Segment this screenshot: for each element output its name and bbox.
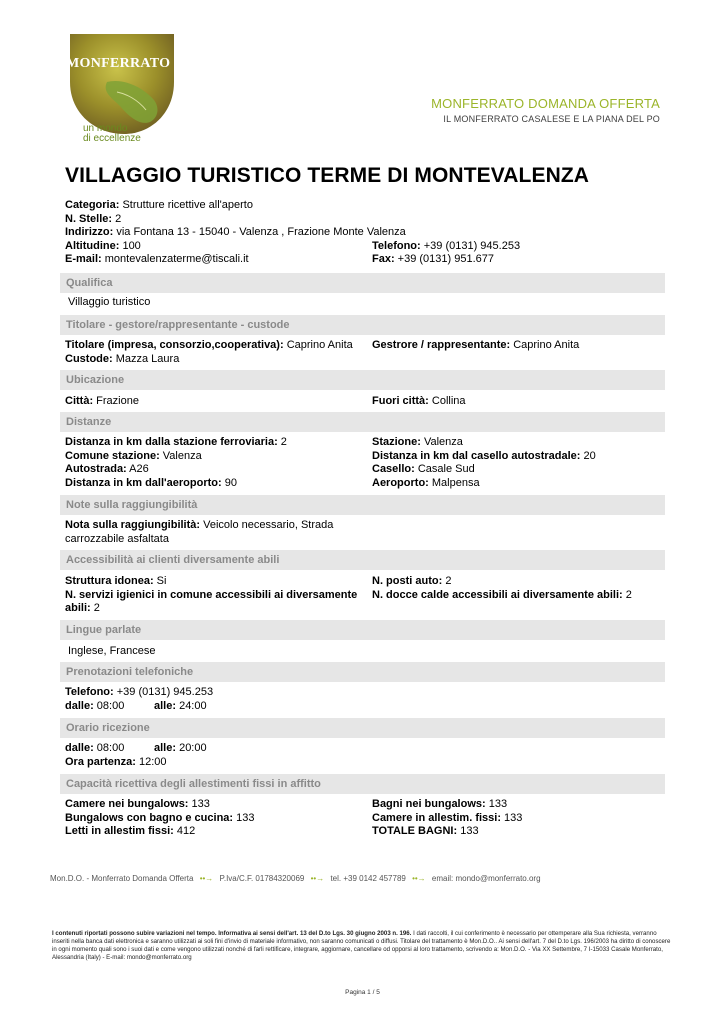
camere-allestim-label: Camere in allestim. fissi: [372, 811, 501, 824]
citta-value: Frazione [93, 395, 139, 407]
section-header-prenotazioni: Prenotazioni telefoniche [60, 662, 665, 682]
prenotazioni-alle-value: 24:00 [176, 699, 207, 712]
prenotazioni-alle-label: alle: [154, 699, 177, 712]
orario-alle-value: 20:00 [176, 742, 207, 754]
logo-tagline [83, 124, 173, 144]
posti-auto-label: N. posti auto: [372, 575, 443, 587]
disclaimer-text: I dati raccolti, il cui conferimento è necessario per ottemperare alla Sua richiesta, verranno inseriti nella banca dati elettronica e saranno utilizzati ai soli fini d'invio di materiale informativo, non saranno comunicati o diffusi. Titolare del trattamento è Mon.D.O.. Ai sensi dell'art. 7 del D.to Lgs. 196/2003 ha diritto di conoscere in ogni momento quali sono i suoi dati e come vengono utilizzati nonché di farli rettificare, integrare, aggiornare, cancellare od opporsi al loro trattamento, scrivendo a: Mon.D.O. - Via XX Settembre, 7 I-15033 Casale Monferrato, Alessandria (Italy) - E-mail: mondo@monferrato.org [52, 930, 671, 961]
prenotazioni-telefono-label: Telefono: [65, 686, 114, 698]
servizi-igienici-label: N. servizi igienici in comune accessibili ai diversamente [65, 588, 358, 601]
dist-aeroporto-label: Distanza in km dall'aeroporto: [65, 476, 222, 489]
page-number: Pagina 1 / 5 [345, 989, 380, 996]
section-orario [65, 742, 665, 769]
camere-bungalows-value: 133 [188, 798, 210, 810]
titolare-value: Caprino Anita [283, 339, 353, 351]
bungalows-bagno-value: 133 [233, 811, 255, 824]
dist-stazione-value: 2 [277, 436, 287, 448]
comune-stazione-value: Valenza [159, 449, 202, 462]
bungalows-bagno-label: Bungalows con bagno e cucina: [65, 811, 234, 824]
comune-stazione-label: Comune stazione: [65, 449, 160, 462]
totale-bagni-label: TOTALE BAGNI: [372, 825, 458, 837]
arrow-icon: ••→ [412, 874, 426, 883]
camere-bungalows-label: Camere nei bungalows: [65, 798, 189, 810]
dist-stazione-label: Distanza in km dalla stazione ferroviaria: [65, 436, 278, 448]
struttura-idonea-label: Struttura idonea: [65, 575, 154, 587]
telefono-label: Telefono: [372, 239, 421, 252]
altitudine-value: 100 [119, 239, 141, 252]
stelle-label: N. Stelle: [65, 212, 113, 225]
struttura-idonea-value: Si [153, 575, 167, 587]
orario-dalle-label: dalle: [65, 742, 94, 754]
aeroporto-value: Malpensa [428, 476, 480, 489]
footer-tel: tel. +39 0142 457789 [330, 874, 406, 883]
section-header-distanze: Distanze [60, 412, 665, 432]
footer-company: Mon.D.O. - Monferrato Domanda Offerta [50, 874, 194, 883]
prenotazioni-telefono-value: +39 (0131) 945.253 [113, 686, 214, 698]
section-header-lingue: Lingue parlate [60, 620, 665, 640]
prenotazioni-dalle-value: 08:00 [93, 699, 125, 712]
custode-label: Custode: [65, 352, 113, 365]
altitudine-label: Altitudine: [65, 239, 120, 252]
section-header-accessibilita: Accessibilità ai clienti diversamente abili [60, 550, 665, 570]
footer-piva: P.Iva/C.F. 01784320069 [219, 874, 305, 883]
section-header-titolare: Titolare - gestore/rappresentante - custode [60, 315, 665, 335]
stelle-value: 2 [112, 212, 122, 225]
custode-value: Mazza Laura [112, 352, 180, 365]
fax-value: +39 (0131) 951.677 [394, 253, 495, 265]
section-qualifica [65, 296, 665, 310]
servizi-igienici-label-cont: abili: [65, 602, 91, 614]
dist-aeroporto-value: 90 [221, 476, 237, 489]
disclaimer-bold: I contenuti riportati possono subire variazioni nel tempo. Informativa ai sensi dell'art. 13 del D.to Lgs. 30 giugno 2003 n. 196. [52, 930, 412, 937]
stazione-label: Stazione: [372, 436, 421, 448]
brand-subtitle: IL MONFERRATO CASALESE E LA PIANA DEL PO [443, 114, 660, 124]
section-header-raggiungibilita: Note sulla raggiungibilità [60, 495, 665, 515]
raggiungibilita-value-cont: carrozzabile asfaltata [65, 532, 169, 545]
docce-value: 2 [622, 588, 632, 601]
arrow-icon: ••→ [310, 874, 325, 883]
lingue-value: Inglese, Francese [68, 645, 156, 657]
indirizzo-label: Indirizzo: [65, 226, 114, 238]
telefono-value: +39 (0131) 945.253 [420, 239, 521, 252]
section-header-capacita: Capacità ricettiva degli allestimenti fissi in affitto [60, 774, 665, 794]
servizi-igienici-value: 2 [90, 602, 100, 614]
gestore-label: Gestrore / rappresentante: [372, 339, 511, 351]
orario-alle-label: alle: [154, 742, 177, 754]
brand-header [431, 96, 660, 124]
raggiungibilita-label: Nota sulla raggiungibilità: [65, 519, 201, 531]
footer-contacts [50, 874, 541, 883]
indirizzo-value: via Fontana 13 - 15040 - Valenza , Frazione Monte Valenza [113, 226, 406, 238]
casello-value: Casale Sud [414, 463, 475, 475]
aeroporto-label: Aeroporto: [372, 476, 429, 489]
dist-casello-value: 20 [580, 449, 596, 462]
citta-label: Città: [65, 395, 94, 407]
dist-casello-label: Distanza in km dal casello autostradale: [372, 449, 581, 462]
casello-label: Casello: [372, 463, 415, 475]
section-lingue [65, 645, 665, 659]
logo-wordmark: MONFERRATO [66, 56, 171, 71]
email-value[interactable]: montevalenzaterme@tiscali.it [101, 253, 249, 265]
logo-tagline-line2: di eccellenze [83, 133, 141, 144]
orario-dalle-value: 08:00 [93, 742, 125, 754]
fuori-citta-label: Fuori città: [372, 395, 429, 407]
raggiungibilita-value: Veicolo necessario, Strada [200, 519, 334, 531]
categoria-value: Strutture ricettive all'aperto [119, 199, 253, 211]
privacy-disclaimer [52, 930, 674, 962]
email-label: E-mail: [65, 253, 102, 265]
stazione-value: Valenza [420, 436, 463, 448]
brand-title: MONFERRATO DOMANDA OFFERTA [431, 96, 660, 111]
fuori-citta-value: Collina [428, 395, 466, 407]
gestore-value: Caprino Anita [510, 339, 580, 351]
section-header-ubicazione: Ubicazione [60, 370, 665, 390]
autostrada-value: A26 [126, 463, 149, 475]
qualifica-value: Villaggio turistico [68, 296, 151, 308]
prenotazioni-dalle-label: dalle: [65, 699, 94, 712]
docce-label: N. docce calde accessibili ai diversamente abili: [372, 588, 623, 601]
camere-allestim-value: 133 [501, 811, 523, 824]
section-header-qualifica: Qualifica [60, 273, 665, 293]
arrow-icon: ••→ [199, 874, 214, 883]
ora-partenza-label: Ora partenza: [65, 755, 136, 768]
bagni-bungalows-label: Bagni nei bungalows: [372, 798, 486, 810]
fax-label: Fax: [372, 253, 395, 265]
page-title: VILLAGGIO TURISTICO TERME DI MONTEVALENZA [65, 164, 590, 187]
footer-email[interactable]: email: mondo@monferrato.org [431, 874, 541, 883]
info-block [65, 199, 665, 267]
section-prenotazioni [65, 686, 665, 713]
letti-value: 412 [173, 825, 196, 837]
titolare-label: Titolare (impresa, consorzio,cooperativa): [65, 339, 284, 351]
totale-bagni-value: 133 [457, 825, 479, 837]
logo-tagline-line1: un mondo [83, 123, 128, 134]
ora-partenza-value: 12:00 [135, 755, 167, 768]
letti-label: Letti in allestim fissi: [65, 825, 174, 837]
posti-auto-value: 2 [442, 575, 452, 587]
categoria-label: Categoria: [65, 199, 120, 211]
autostrada-label: Autostrada: [65, 463, 127, 475]
bagni-bungalows-value: 133 [485, 798, 508, 810]
section-header-orario: Orario ricezione [60, 718, 665, 738]
